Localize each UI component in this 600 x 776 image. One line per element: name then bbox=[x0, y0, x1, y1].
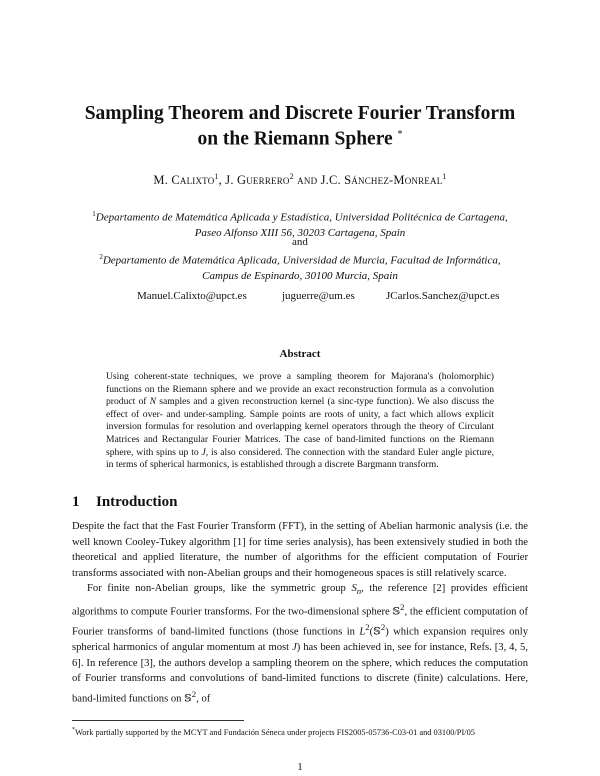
intro-text: , of bbox=[196, 693, 211, 705]
intro-text: , the efficient computation of Fourier transforms of band-limited functions (those functions in bbox=[72, 606, 528, 638]
author-1-affil: 1 bbox=[214, 172, 219, 181]
email-3[interactable]: JCarlos.Sanchez@upct.es bbox=[386, 290, 500, 302]
abstract-text-1: Using coherent-state techniques, we prove a sampling theorem for Majorana's (holomorphic) functions on the Riemann sphere and we provide an exact reconstruction formula as a convolution product of bbox=[106, 371, 494, 408]
section-title: Introduction bbox=[96, 494, 178, 510]
intro-text: , the reference [2] provides efficient algorithms to compute Fourier transforms. For the two-dimensional sphere bbox=[72, 583, 529, 618]
sphere-exponent: 2 bbox=[400, 601, 405, 612]
sphere-symbol: 𝕊 bbox=[184, 693, 192, 705]
footnote bbox=[72, 724, 528, 739]
abstract-var-n: N bbox=[149, 396, 157, 408]
affiliation-1-text: Departamento de Matemática Aplicada y Estadística, Universidad Politécnica de Cartagena, bbox=[95, 211, 508, 224]
abstract-body bbox=[106, 371, 494, 472]
email-2[interactable]: juguerre@um.es bbox=[282, 290, 355, 302]
sphere-symbol: 𝕊 bbox=[373, 626, 381, 638]
abstract-text-3: , is also considered. The connection with the standard Euler angle picture, in terms of spherical harmonics, is established through a discrete Bargmann transform. bbox=[106, 446, 494, 471]
affiliation-1-mark: 1 bbox=[92, 210, 96, 218]
intro-paragraph-1: Despite the fact that the Fast Fourier Transform (FFT), in the setting of Abelian harmonic analysis (i.e. the well known Cooley-Tukey algorithm [1] for time series analysis), has been extensively studied in both the theoretical and applied literature, the number of algorithms for the efficient computation of Fourier transforms associated with non-Abelian groups and their homogeneous spaces is still relatively scarce. bbox=[72, 521, 528, 579]
affiliation-2 bbox=[60, 250, 540, 284]
author-3-affil: 1 bbox=[442, 172, 447, 181]
author-2: J. Guerrero bbox=[225, 173, 290, 188]
sphere-exponent: 2 bbox=[191, 688, 197, 699]
section-number: 1 bbox=[72, 494, 80, 510]
intro-text: ) which expansion requires only spherical harmonics of angular momentum at most bbox=[72, 626, 529, 653]
intro-paragraph-2 bbox=[72, 581, 528, 707]
intro-text: For finite non-Abelian groups, like the symmetric group bbox=[87, 583, 352, 594]
footnote-mark: * bbox=[72, 727, 75, 733]
footnote-rule bbox=[72, 720, 244, 721]
paper-title bbox=[60, 103, 540, 150]
affiliation-2-line-1 bbox=[60, 250, 540, 269]
affiliation-2-line-2: Campus de Espinardo, 30100 Murcia, Spain bbox=[202, 269, 398, 282]
subscript-n: n bbox=[356, 586, 362, 597]
abstract-text-2: samples and a given reconstruction kernel (a sinc-type function). We also discuss the effect of over- and under-sampling. Sample points are roots of unity, a fact which allows explicit inversion formulas for resolution and overlapping kernel operators through the theory of Circulant Matrices and Rectangular Fourier Matrices. The case of band-limited functions on the Riemann sphere, with spins up to bbox=[106, 396, 494, 458]
author-1: M. Calixto bbox=[153, 173, 215, 188]
section-heading bbox=[72, 494, 177, 511]
author-list bbox=[60, 172, 540, 188]
title-line-1: Sampling Theorem and Discrete Fourier Transform bbox=[84, 103, 516, 124]
page-number: 1 bbox=[297, 761, 303, 773]
affiliation-1-line-2: Paseo Alfonso XIII 56, 30203 Cartagena, Spain bbox=[194, 226, 406, 239]
affiliation-2-text: Departamento de Matemática Aplicada, Universidad de Murcia, Facultad de Informática, bbox=[102, 254, 501, 267]
author-2-affil: 2 bbox=[289, 172, 294, 181]
abstract-var-j: J bbox=[201, 446, 206, 458]
l-space-exponent: 2 bbox=[365, 621, 370, 632]
symmetric-group-symbol: S bbox=[351, 583, 357, 594]
title-line-2-text: on the Riemann Sphere bbox=[197, 128, 393, 150]
email-1[interactable]: Manuel.Calixto@upct.es bbox=[137, 290, 247, 302]
affiliation-and: and bbox=[292, 236, 308, 248]
l-space-symbol: L bbox=[359, 626, 366, 638]
author-3: J.C. Sánchez-Monreal bbox=[320, 173, 443, 188]
intro-text: ( bbox=[369, 626, 374, 638]
intro-text: ) has been achieved in, see for instance, Refs. [3, 4, 5, 6]. In reference [3], the authors develop a sampling theorem on the sphere, which reduces the computation of Fourier transforms and convolutions of band-limited functions to discrete (finite) calculations. Here, band-limited functions on bbox=[72, 641, 529, 705]
sphere-symbol: 𝕊 bbox=[392, 606, 401, 618]
footnote-text: Work partially supported by the MCYT and Fundación Séneca under projects FIS2005-05736-C03-01 and 03100/PI/05 bbox=[75, 727, 475, 737]
intro-var-j: J bbox=[292, 641, 297, 653]
affiliation-1-line-1 bbox=[60, 207, 540, 226]
title-footnote-mark: * bbox=[397, 129, 403, 140]
sphere-exponent: 2 bbox=[380, 621, 386, 632]
abstract-heading: Abstract bbox=[279, 348, 321, 360]
author-separator: and bbox=[293, 173, 321, 188]
affiliation-2-mark: 2 bbox=[99, 253, 103, 261]
author-separator: , bbox=[218, 173, 226, 188]
title-line-2 bbox=[60, 124, 540, 150]
